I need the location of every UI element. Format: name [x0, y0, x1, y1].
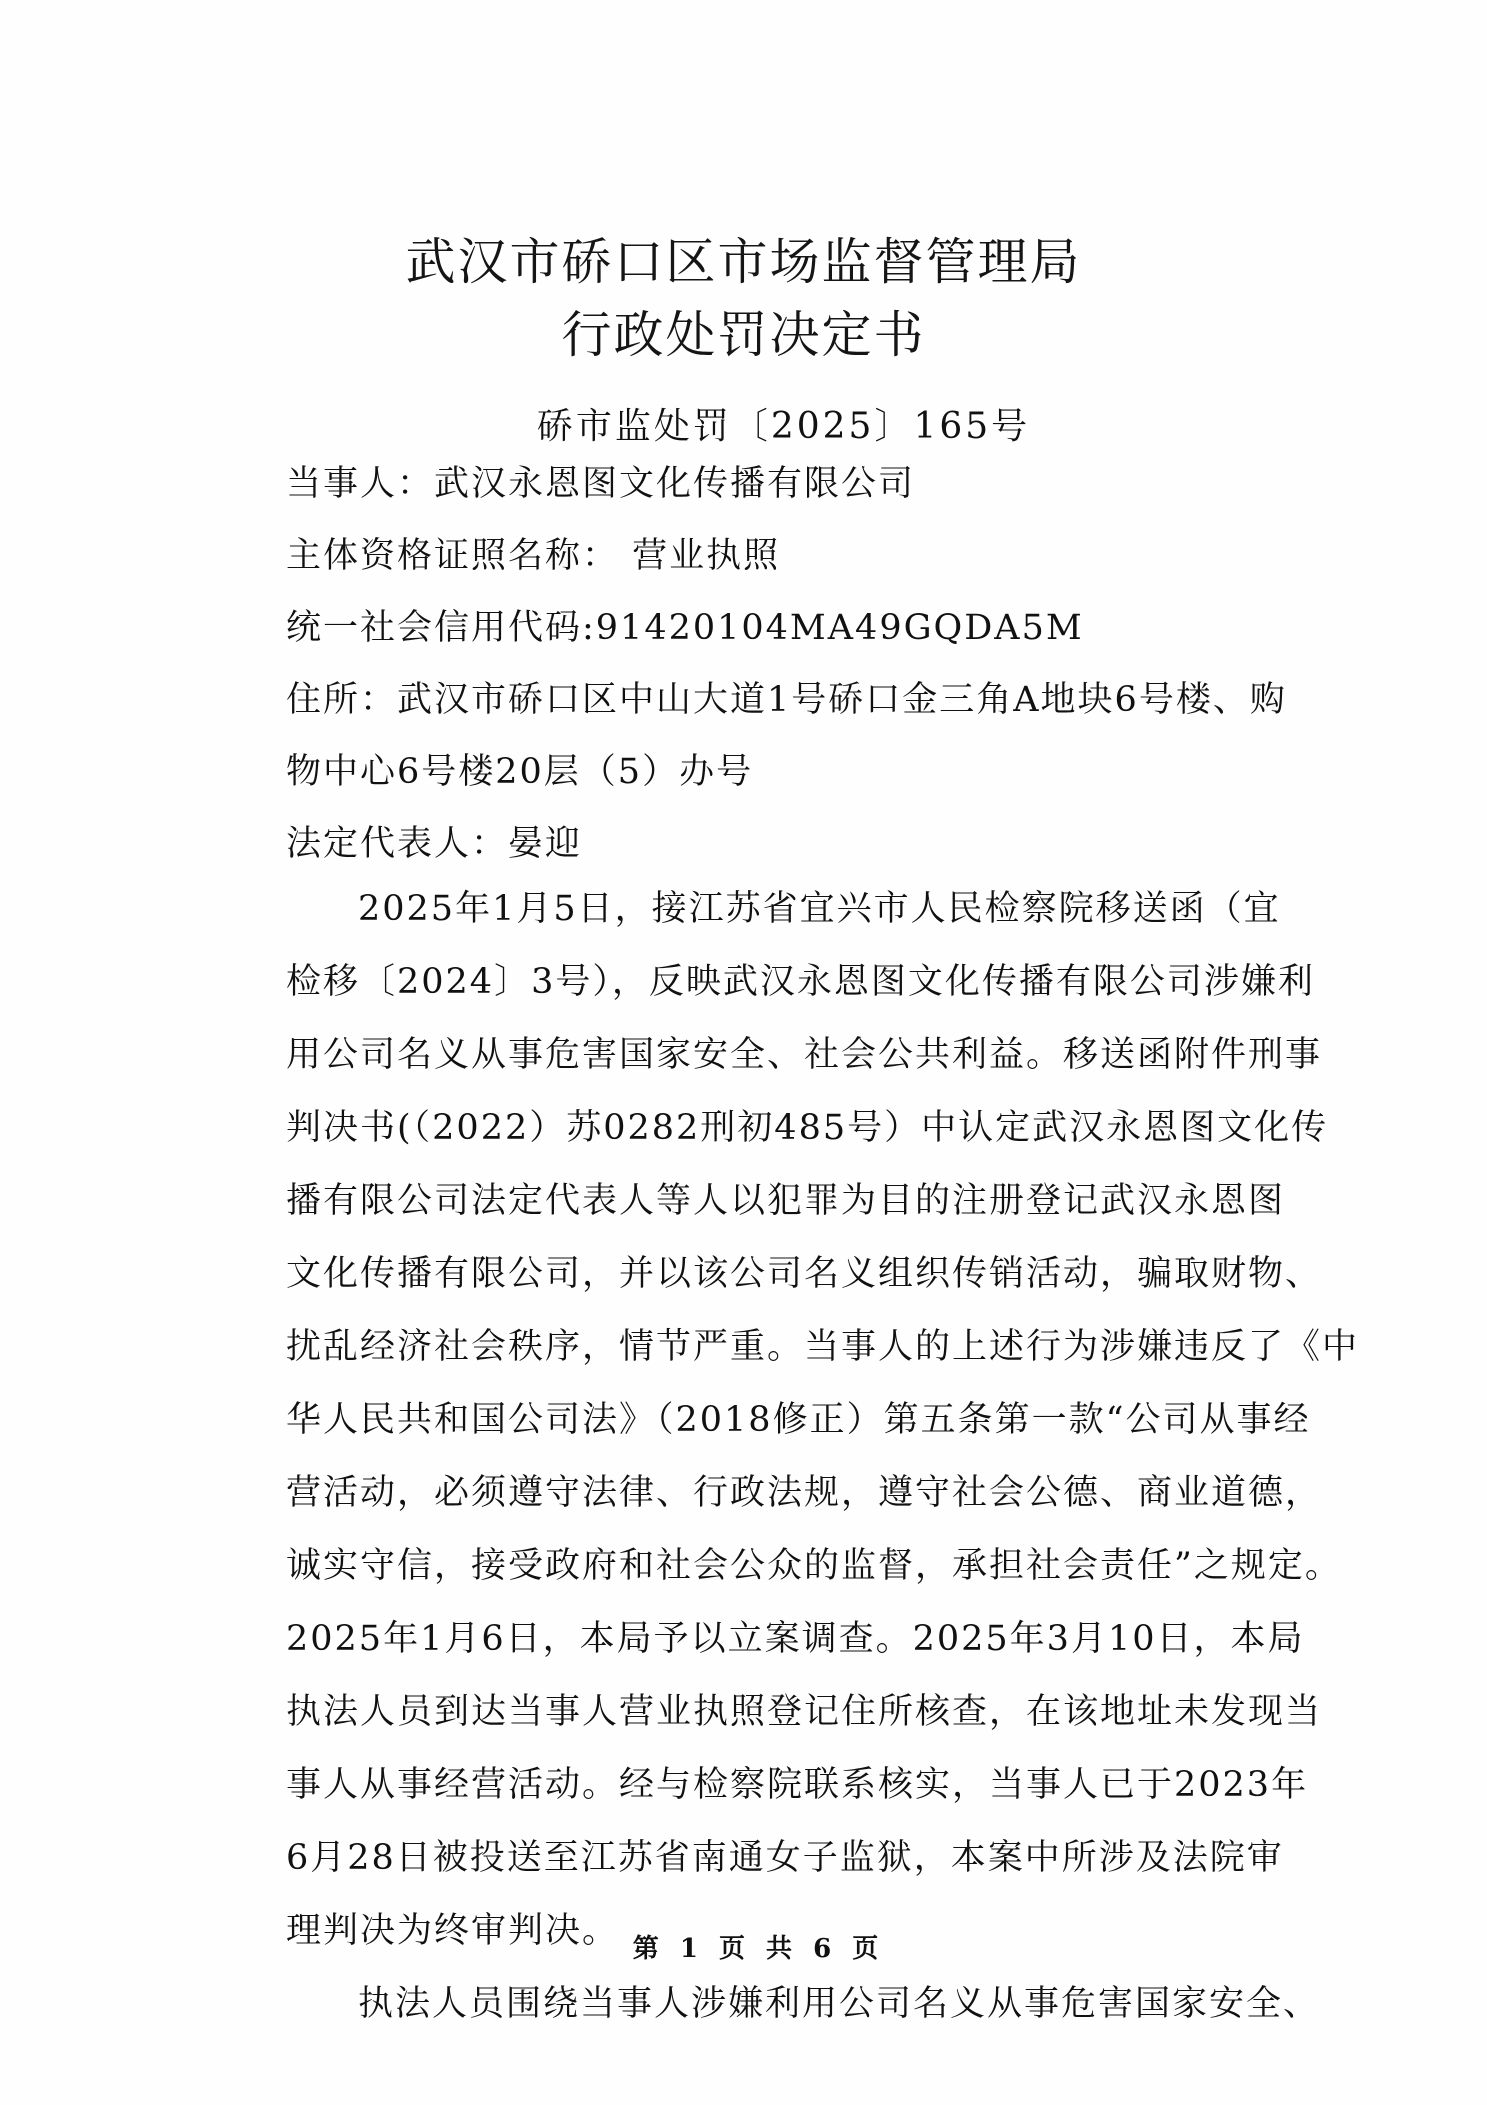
- address-line-2: 物中心6号楼20层（5）办号: [286, 752, 754, 792]
- credit-code-line: 统一社会信用代码:91420104MA49GQDA5M: [286, 608, 1084, 648]
- party-name-line: 当事人：武汉永恩图文化传播有限公司: [286, 464, 916, 504]
- paragraph-line: 理判决为终审判决。: [286, 1911, 620, 1951]
- paragraph-line: 6月28日被投送至江苏省南通女子监狱，本案中所涉及法院审: [286, 1838, 1284, 1878]
- paragraph-line: 用公司名义从事危害国家安全、社会公共利益。移送函附件刑事: [286, 1035, 1323, 1075]
- document-type-title: 行政处罚决定书: [561, 306, 926, 364]
- paragraph-line: 扰乱经济社会秩序，情节严重。当事人的上述行为涉嫌违反了《中: [286, 1327, 1360, 1367]
- document-number: 硚市监处罚〔2025〕165号: [536, 406, 1031, 447]
- paragraph-line: 营活动，必须遵守法律、行政法规，遵守社会公德、商业道德，: [286, 1473, 1323, 1513]
- paragraph-line: 2025年1月5日，接江苏省宜兴市人民检察院移送函（宜: [358, 889, 1281, 929]
- page-number-footer: 第 1 页 共 6 页: [632, 1934, 885, 1964]
- paragraph-line: 2025年1月6日，本局予以立案调查。2025年3月10日，本局: [286, 1619, 1305, 1659]
- paragraph-2: [286, 1968, 1321, 2041]
- paragraph-line: 事人从事经营活动。经与检察院联系核实，当事人已于2023年: [286, 1765, 1309, 1805]
- paragraph-line: 华人民共和国公司法》（2018修正）第五条第一款“公司从事经: [286, 1400, 1311, 1440]
- license-type-line: 主体资格证照名称： 营业执照: [286, 536, 781, 576]
- case-facts-body: [286, 873, 1360, 2041]
- legal-representative-line: 法定代表人：晏迎: [286, 824, 583, 864]
- paragraph-line: 诚实守信，接受政府和社会公众的监督，承担社会责任”之规定。: [286, 1546, 1342, 1586]
- paragraph-line: 执法人员围绕当事人涉嫌利用公司名义从事危害国家安全、: [358, 1984, 1321, 2024]
- paragraph-line: 判决书(（2022）苏0282刑初485号）中认定武汉永恩图文化传: [286, 1108, 1329, 1148]
- paragraph-1: [286, 873, 1360, 1968]
- party-information: [286, 448, 1287, 880]
- paragraph-line: 执法人员到达当事人营业执照登记住所核查，在该地址未发现当: [286, 1692, 1323, 1732]
- address-line-1: 住所：武汉市硚口区中山大道1号硚口金三角A地块6号楼、购: [286, 680, 1287, 720]
- paragraph-line: 检移〔2024〕3号），反映武汉永恩图文化传播有限公司涉嫌利: [286, 962, 1315, 1002]
- issuing-authority-title: 武汉市硚口区市场监督管理局: [405, 233, 1082, 291]
- paragraph-line: 播有限公司法定代表人等人以犯罪为目的注册登记武汉永恩图: [286, 1181, 1286, 1221]
- paragraph-line: 文化传播有限公司，并以该公司名义组织传销活动，骗取财物、: [286, 1254, 1323, 1294]
